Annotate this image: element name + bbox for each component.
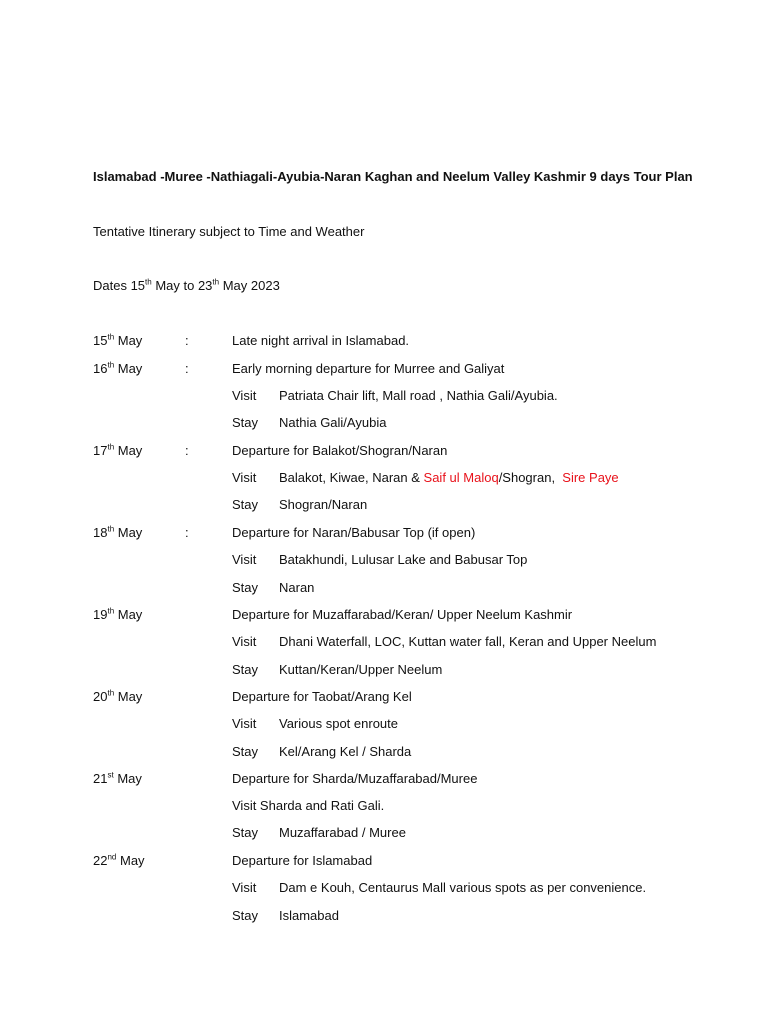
day-plan: Departure for Islamabad <box>232 853 373 868</box>
tour-dates: Dates 15th May to 23th May 2023 <box>93 277 280 293</box>
stay-label: Stay <box>232 908 259 923</box>
stay-place: Kel/Arang Kel / Sharda <box>279 744 412 759</box>
visit-places: Visit Sharda and Rati Gali. <box>232 798 385 813</box>
day-date: 17th May <box>93 442 143 458</box>
day-22-row <box>0 853 768 873</box>
stay-row <box>0 908 768 928</box>
stay-label: Stay <box>232 662 259 677</box>
stay-row <box>0 497 768 517</box>
colon-separator: : <box>185 443 189 458</box>
day-21-row <box>0 771 768 791</box>
visit-label: Visit <box>232 880 257 895</box>
day-plan: Early morning departure for Murree and Galiyat <box>232 361 505 376</box>
day-plan: Departure for Balakot/Shogran/Naran <box>232 443 448 458</box>
visit-row <box>0 716 768 736</box>
visit-label: Visit <box>232 470 257 485</box>
day-17-row <box>0 443 768 463</box>
itinerary-note: Tentative Itinerary subject to Time and Weather <box>93 224 365 239</box>
day-plan: Departure for Muzaffarabad/Keran/ Upper Neelum Kashmir <box>232 607 573 622</box>
stay-label: Stay <box>232 580 259 595</box>
stay-place: Naran <box>279 580 315 595</box>
day-date: 20th May <box>93 688 143 704</box>
visit-places: Patriata Chair lift, Mall road , Nathia Gali/Ayubia. <box>279 388 558 403</box>
day-plan: Departure for Naran/Babusar Top (if open) <box>232 525 476 540</box>
day-date: 16th May <box>93 360 143 376</box>
stay-row <box>0 825 768 845</box>
stay-row <box>0 415 768 435</box>
stay-label: Stay <box>232 415 259 430</box>
day-19-row <box>0 607 768 627</box>
colon-separator: : <box>185 333 189 348</box>
day-date: 19th May <box>93 606 143 622</box>
day-16-row <box>0 361 768 381</box>
highlighted-place: Saif ul Maloq <box>423 470 499 485</box>
stay-place: Islamabad <box>279 908 339 923</box>
visit-places: Dam e Kouh, Centaurus Mall various spots as per convenience. <box>279 880 647 895</box>
day-plan: Late night arrival in Islamabad. <box>232 333 410 348</box>
stay-place: Muzaffarabad / Muree <box>279 825 406 840</box>
visit-row <box>0 798 768 818</box>
visit-places: Balakot, Kiwae, Naran & Saif ul Maloq/Shogran, Sire Paye <box>279 470 619 485</box>
document-title: Islamabad -Muree -Nathiagali-Ayubia-Naran Kaghan and Neelum Valley Kashmir 9 days Tour Plan <box>93 169 693 184</box>
visit-row <box>0 634 768 654</box>
stay-place: Nathia Gali/Ayubia <box>279 415 387 430</box>
visit-row <box>0 470 768 490</box>
stay-row <box>0 580 768 600</box>
day-20-row <box>0 689 768 709</box>
visit-places: Dhani Waterfall, LOC, Kuttan water fall, Keran and Upper Neelum <box>279 634 657 649</box>
day-date: 22nd May <box>93 852 145 868</box>
stay-label: Stay <box>232 744 259 759</box>
day-date: 18th May <box>93 524 143 540</box>
stay-row <box>0 744 768 764</box>
stay-label: Stay <box>232 825 259 840</box>
visit-places: Various spot enroute <box>279 716 398 731</box>
stay-row <box>0 662 768 682</box>
colon-separator: : <box>185 525 189 540</box>
visit-label: Visit <box>232 716 257 731</box>
day-plan: Departure for Taobat/Arang Kel <box>232 689 412 704</box>
day-15-row <box>0 333 768 353</box>
stay-place: Shogran/Naran <box>279 497 368 512</box>
stay-place: Kuttan/Keran/Upper Neelum <box>279 662 443 677</box>
visit-label: Visit <box>232 388 257 403</box>
visit-label: Visit <box>232 552 257 567</box>
visit-row <box>0 552 768 572</box>
visit-row <box>0 880 768 900</box>
day-plan: Departure for Sharda/Muzaffarabad/Muree <box>232 771 478 786</box>
visit-label: Visit <box>232 634 257 649</box>
stay-label: Stay <box>232 497 259 512</box>
highlighted-place: Sire Paye <box>562 470 619 485</box>
day-date: 21st May <box>93 770 142 786</box>
day-date: 15th May <box>93 332 143 348</box>
colon-separator: : <box>185 361 189 376</box>
visit-row <box>0 388 768 408</box>
visit-places: Batakhundi, Lulusar Lake and Babusar Top <box>279 552 528 567</box>
day-18-row <box>0 525 768 545</box>
